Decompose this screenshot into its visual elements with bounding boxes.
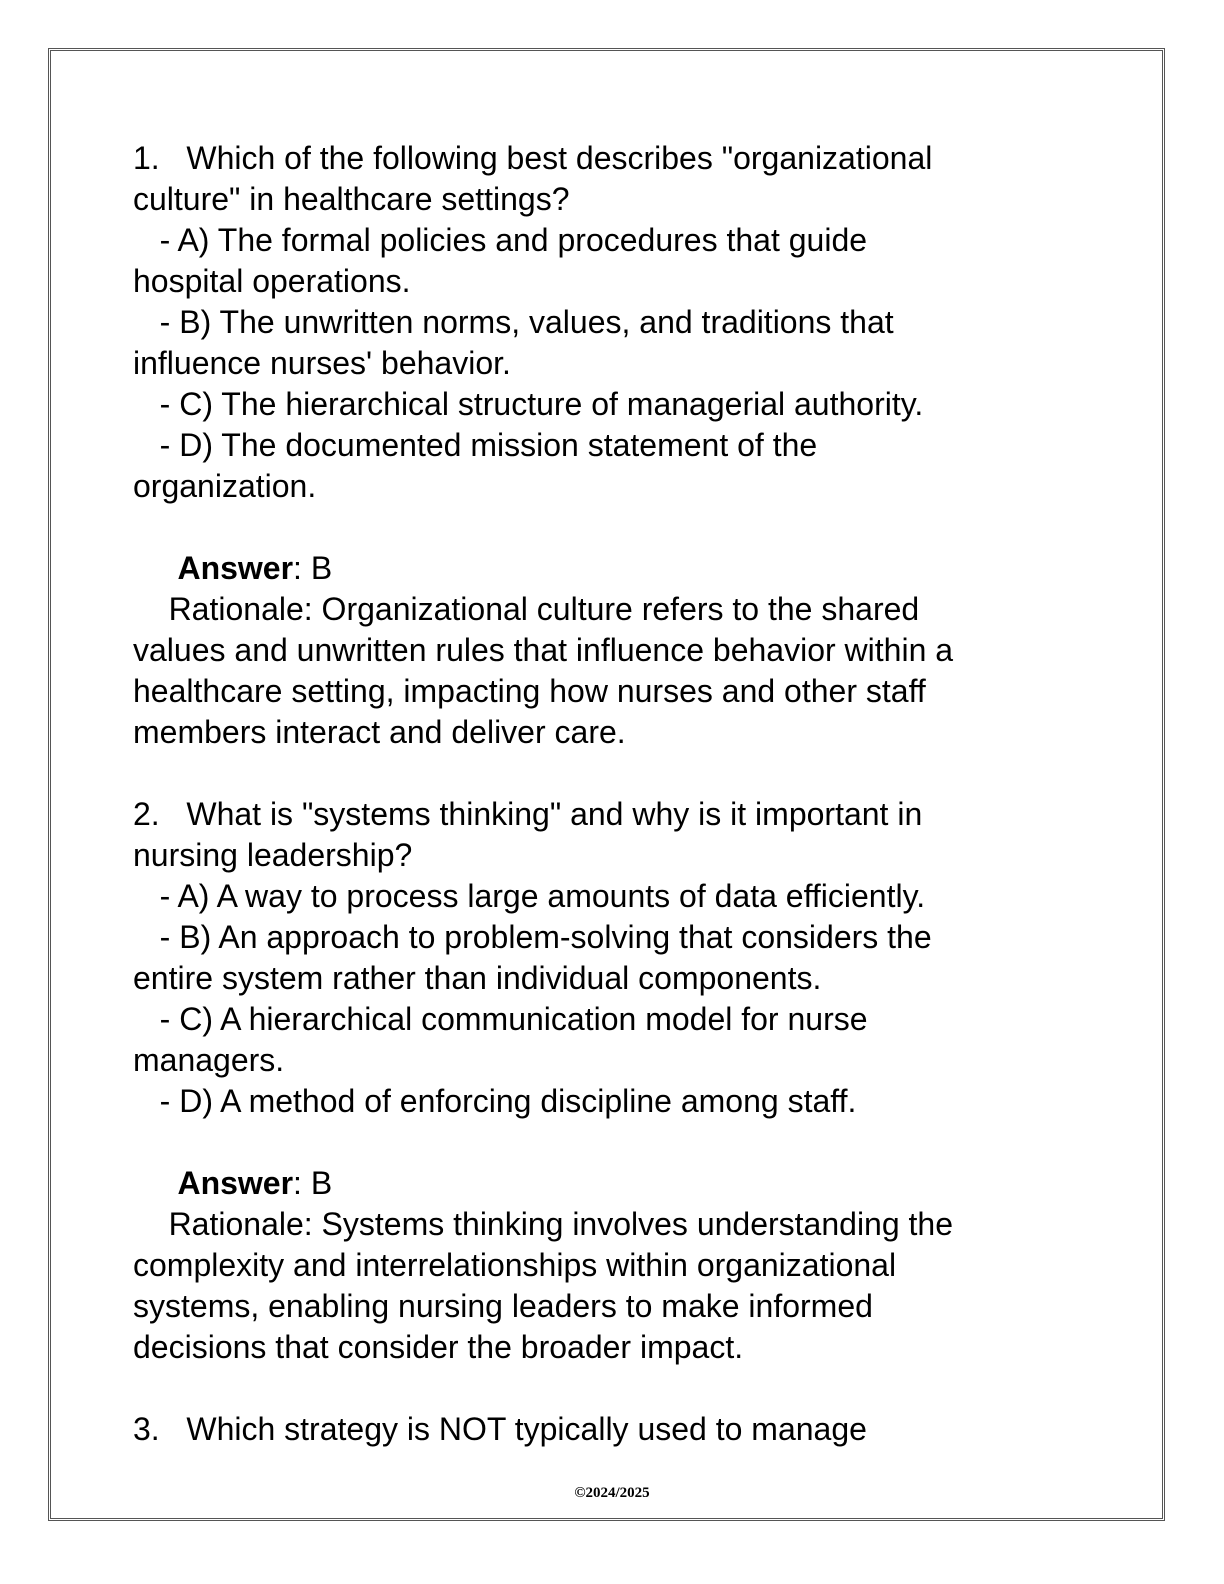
question-2-rationale: systems, enabling nursing leaders to make informed (133, 1288, 873, 1324)
question-3-line: 3. Which strategy is NOT typically used to manage (133, 1411, 867, 1447)
question-1-rationale: values and unwritten rules that influence behavior within a (133, 632, 954, 668)
question-2-option-c: - C) A hierarchical communication model for nurse (133, 1001, 868, 1037)
question-1 (133, 138, 1093, 753)
spacer (133, 507, 1093, 548)
spacer (133, 1122, 1093, 1163)
answer-indent (133, 1165, 177, 1201)
copyright-footer: ©2024/2025 (574, 1485, 650, 1501)
question-2-line: 2. What is "systems thinking" and why is it important in (133, 796, 923, 832)
question-1-line: culture" in healthcare settings? (133, 181, 570, 217)
question-1-option-b-cont: influence nurses' behavior. (133, 345, 511, 381)
question-2-option-b: - B) An approach to problem-solving that considers the (133, 919, 932, 955)
question-2-line: nursing leadership? (133, 837, 413, 873)
answer-label: Answer (177, 550, 294, 586)
answer-value: : B (293, 550, 333, 586)
question-1-answer (133, 548, 1093, 589)
question-2-answer (133, 1163, 1093, 1204)
question-1-option-b: - B) The unwritten norms, values, and traditions that (133, 304, 894, 340)
question-2 (133, 794, 1093, 1368)
question-2-rationale: Rationale: Systems thinking involves understanding the (133, 1206, 954, 1242)
question-1-rationale: members interact and deliver care. (133, 714, 626, 750)
question-2-rationale: decisions that consider the broader impact. (133, 1329, 744, 1365)
answer-label: Answer (177, 1165, 294, 1201)
question-2-rationale: complexity and interrelationships within organizational (133, 1247, 897, 1283)
question-3 (133, 1409, 1093, 1450)
answer-value: : B (293, 1165, 333, 1201)
question-1-option-a-cont: hospital operations. (133, 263, 411, 299)
question-1-line: 1. Which of the following best describes "organizational (133, 140, 933, 176)
question-1-rationale: Rationale: Organizational culture refers to the shared (133, 591, 920, 627)
question-1-option-c: - C) The hierarchical structure of managerial authority. (133, 386, 924, 422)
question-2-option-c-cont: managers. (133, 1042, 285, 1078)
spacer (133, 753, 1093, 794)
question-2-option-b-cont: entire system rather than individual components. (133, 960, 822, 996)
spacer (133, 1368, 1093, 1409)
question-2-option-a: - A) A way to process large amounts of data efficiently. (133, 878, 926, 914)
document-body (133, 138, 1093, 1450)
question-2-option-d: - D) A method of enforcing discipline among staff. (133, 1083, 857, 1119)
question-1-option-a: - A) The formal policies and procedures that guide (133, 222, 868, 258)
question-1-option-d: - D) The documented mission statement of the (133, 427, 818, 463)
question-1-option-d-cont: organization. (133, 468, 317, 504)
answer-indent (133, 550, 177, 586)
question-1-rationale: healthcare setting, impacting how nurses and other staff (133, 673, 926, 709)
